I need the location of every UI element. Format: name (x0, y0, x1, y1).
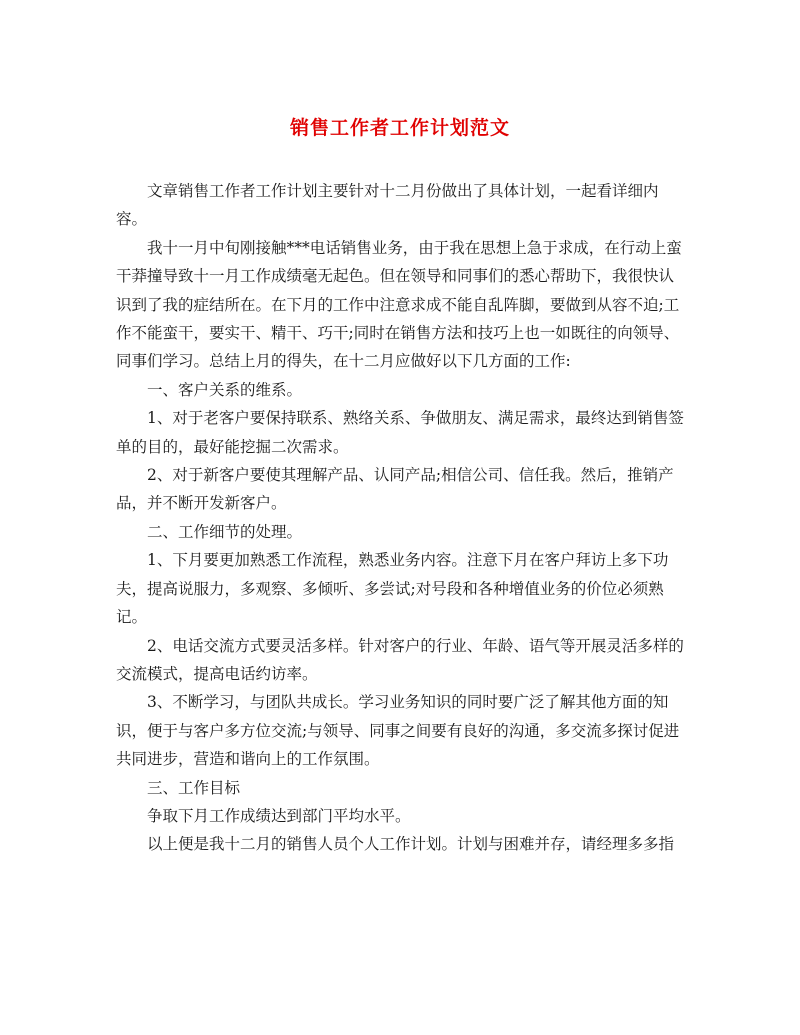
paragraph-background: 我十一月中旬刚接触***电话销售业务，由于我在思想上急于求成，在行动上蛮干莽撞导致十一月工作成绩毫无起色。但在领导和同事们的悉心帮助下，我很快认识到了我的症结所在。在下月的工作中注意求成不能自乱阵脚，要做到从容不迫;工作不能蛮干，要实干、精干、巧干;同时在销售方法和技巧上也一如既往的向领导、同事们学习。总结上月的得失，在十二月应做好以下几方面的工作: (116, 238, 682, 371)
paragraph-item-2-1: 1、下月要更加熟悉工作流程，熟悉业务内容。注意下月在客户拜访上多下功夫，提高说服力，多观察、多倾听、多尝试;对号段和各种增值业务的价位必须熟记。 (116, 551, 669, 627)
paragraph-intro: 文章销售工作者工作计划主要针对十二月份做出了具体计划，一起看详细内容。 (116, 182, 659, 229)
section-heading-1: 一、客户关系的维系。 (147, 380, 303, 399)
paragraph-closing: 以上便是我十二月的销售人员个人工作计划。计划与困难并存，请经理多多指 (147, 835, 675, 854)
paragraph-item-2-3: 3、不断学习，与团队共成长。学习业务知识的同时要广泛了解其他方面的知识，便于与客户多方位交流;与领导、同事之间要有良好的沟通，多交流多探讨促进共同进步，营造和谐向上的工作氛围。 (116, 693, 680, 769)
document-title: 销售工作者工作计划范文 (289, 117, 510, 139)
document-body (116, 177, 686, 859)
section-heading-3: 三、工作目标 (147, 778, 241, 797)
section-heading-2: 二、工作细节的处理。 (147, 522, 303, 541)
paragraph-item-2-2: 2、电话交流方式要灵活多样。针对客户的行业、年龄、语气等开展灵活多样的交流模式，提高电话约访率。 (116, 636, 684, 683)
paragraph-item-1-2: 2、对于新客户要使其理解产品、认同产品;相信公司、信任我。然后，推销产品，并不断开发新客户。 (116, 466, 674, 513)
paragraph-item-1-1: 1、对于老客户要保持联系、熟络关系、争做朋友、满足需求，最终达到销售签单的目的，最好能挖掘二次需求。 (116, 409, 684, 456)
paragraph-goal: 争取下月工作成绩达到部门平均水平。 (147, 806, 411, 825)
